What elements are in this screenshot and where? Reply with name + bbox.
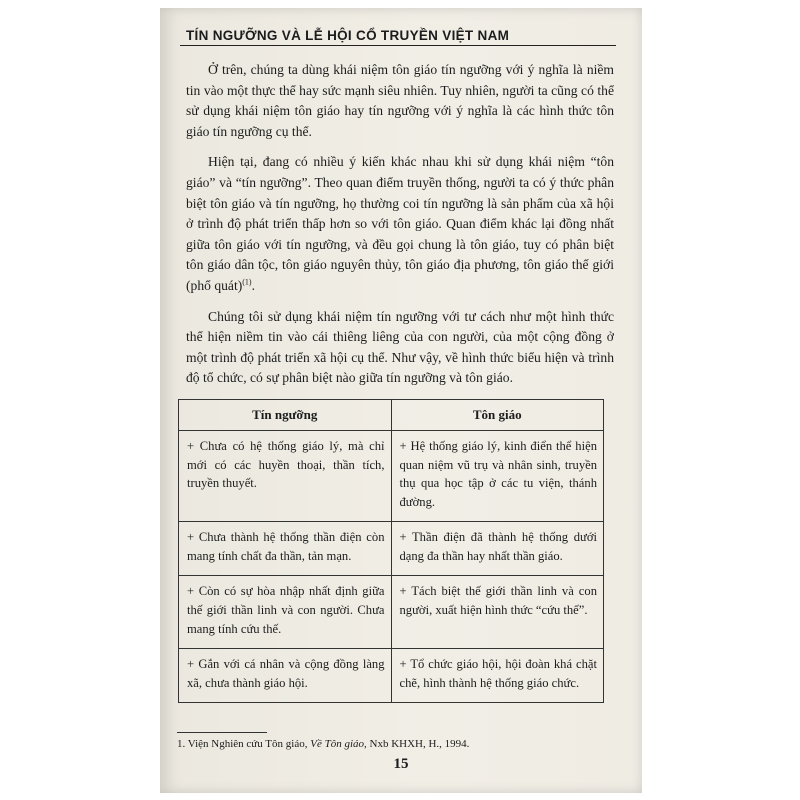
column-header-ton-giao: Tôn giáo [391, 399, 604, 430]
book-page [160, 8, 642, 793]
paragraph-2-text: Hiện tại, đang có nhiều ý kiến khác nhau khi sử dụng khái niệm “tôn giáo” và “tín ngưỡng”. Theo quan điểm truyền thống, người ta có ý thức phân biệt tôn giáo và tín ngưỡng, họ thường coi tín ngưỡng là sản phẩm của xã hội ở trình độ phát triển thấp hơn so với tôn giáo. Quan điểm khác lại đồng nhất giữa tôn giáo với tín ngưỡng, và đều gọi chung là tôn giáo, tuy có phân biệt tôn giáo dân tộc, tôn giáo nguyên thủy, tôn giáo địa phương, tôn giáo thế giới (phổ quát) [186, 154, 614, 293]
paragraph-3: Chúng tôi sử dụng khái niệm tín ngưỡng với tư cách như một hình thức thể hiện niềm tin vào cái thiêng liêng của con người, của một cộng đồng ở một trình độ phát triển xã hội cụ thể. Như vậy, về hình thức biểu hiện và trình độ tổ chức, có sự phân biệt nào giữa tín ngưỡng và tôn giáo. [186, 308, 614, 386]
footnote-prefix: 1. Viện Nghiên cứu Tôn giáo, [177, 738, 311, 750]
footnote [177, 738, 469, 750]
table-header-row [179, 399, 604, 430]
table-cell: + Thần điện đã thành hệ thống dưới dạng đa thần hay nhất thần giáo. [391, 522, 604, 576]
table-row [179, 430, 604, 521]
footnote-divider [177, 732, 267, 733]
paragraph-1: Ở trên, chúng ta dùng khái niệm tôn giáo tín ngưỡng với ý nghĩa là niềm tin vào một thực thể hay sức mạnh siêu nhiên. Tuy nhiên, người ta cũng có thể sử dụng khái niệm tôn giáo hay tín ngưỡng với ý nghĩa là các hình thức tôn giáo tín ngưỡng cụ thể. [186, 62, 614, 139]
running-header: TÍN NGƯỠNG VÀ LỄ HỘI CỔ TRUYỀN VIỆT NAM [180, 28, 616, 46]
page-number: 15 [393, 756, 409, 772]
footnote-book-title: Về Tôn giáo [310, 738, 364, 750]
comparison-table [178, 399, 604, 704]
table-cell: + Chưa thành hệ thống thần điện còn mang tính chất đa thần, tản mạn. [179, 522, 392, 576]
table-cell: + Tổ chức giáo hội, hội đoàn khá chặt chẽ, hình thành hệ thống giáo chức. [391, 649, 604, 703]
column-header-tin-nguong: Tín ngưỡng [179, 399, 392, 430]
table-cell: + Tách biệt thế giới thần linh và con người, xuất hiện hình thức “cứu thế”. [391, 576, 604, 649]
footnote-suffix: , Nxb KHXH, H., 1994. [364, 738, 470, 750]
table-cell: + Chưa có hệ thống giáo lý, mà chỉ mới có các huyền thoại, thần tích, truyền thuyết. [179, 430, 392, 521]
table-cell: + Hệ thống giáo lý, kinh điển thể hiện quan niệm vũ trụ và nhân sinh, truyền thụ qua học tập ở các tu viện, thánh đường. [391, 430, 604, 521]
footnote-reference: (1) [242, 277, 252, 287]
table-row [179, 522, 604, 576]
paragraph-2: Hiện tại, đang có nhiều ý kiến khác nhau khi sử dụng khái niệm “tôn giáo” và “tín ngưỡng”. Theo quan điểm truyền thống, người ta có ý thức phân biệt tôn giáo và tín ngưỡng, họ thường coi tín ngưỡng là sản phẩm của xã hội ở trình độ phát triển thấp hơn so với tôn giáo. Quan điểm khác lại đồng nhất giữa tôn giáo với tín ngưỡng, và đều gọi chung là tôn giáo, tuy có phân biệt tôn giáo dân tộc, tôn giáo nguyên thủy, tôn giáo địa phương, tôn giáo thế giới (phổ quát)$^{(1)}$. [186, 154, 614, 293]
table-row [179, 576, 604, 649]
table-cell: + Gắn với cá nhân và cộng đồng làng xã, chưa thành giáo hội. [179, 649, 392, 703]
table-cell: + Còn có sự hòa nhập nhất định giữa thế giới thần linh và con người. Chưa mang tính cứu thế. [179, 576, 392, 649]
table-row [179, 649, 604, 703]
